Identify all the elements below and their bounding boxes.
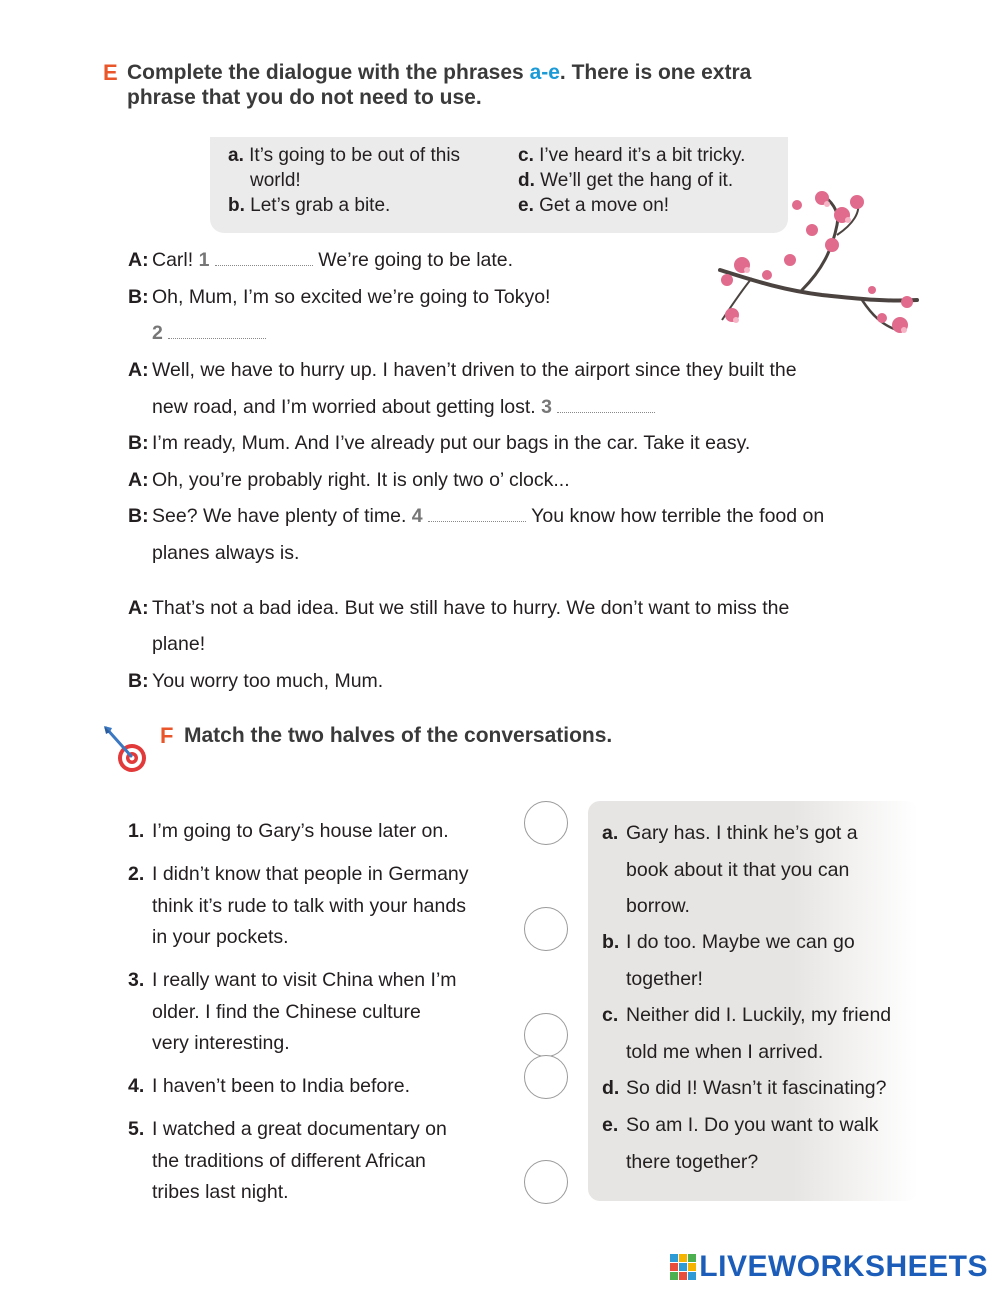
item-text: Neither did I. Luckily, my friend told me when I arrived. [626,1004,892,1063]
answer-blank-2[interactable] [168,323,266,339]
item-text: So did I! Wasn’t it fascinating? [626,1077,887,1099]
section-e-title-part1: Complete the dialogue with the phrases [127,61,530,84]
liveworksheets-logo[interactable] [670,1250,988,1284]
conversation-item-4 [128,1071,488,1103]
item-number: 5. [128,1118,145,1140]
dialogue-text: planes always is. [152,542,300,564]
response-item-a [602,815,912,925]
section-e-title-line2: phrase that you do not need to use. [127,86,482,109]
section-e-title-part2: . There is one extra [559,61,752,84]
item-text: Gary has. I think he’s got a book about it that you can borrow. [626,822,858,917]
phrase-c-letter: c. [518,145,534,166]
item-text: I watched a great documentary on the traditions of different African tribes last night. [152,1118,447,1203]
item-text: I didn’t know that people in Germany think it’s rude to talk with your hands in your pockets. [152,863,469,948]
section-f-letter: F [160,723,174,748]
item-text: I really want to visit China when I’m older. I find the Chinese culture very interesting. [152,969,457,1054]
dialogue-line-6 [128,503,824,529]
dialogue-text: Oh, Mum, I’m so excited we’re going to Tokyo! [152,286,551,308]
conversation-item-2 [128,859,488,954]
answer-blank-3[interactable] [557,397,655,413]
blank-number: 4 [411,505,423,527]
item-text: I’m going to Gary’s house later on. [152,820,449,842]
dialogue-text: We’re going to be late. [318,249,514,271]
blank-number: 1 [198,249,210,271]
phrase-e-letter: e. [518,195,534,216]
dialogue-line-3 [128,357,797,383]
section-f-title: Match the two halves of the conversations. [184,724,613,747]
blank-number: 3 [541,396,552,418]
phrase-c-text: I’ve heard it’s a bit tricky. [539,145,746,166]
item-letter: a. [602,822,619,844]
dialogue-line-8 [128,668,383,694]
response-item-b [602,924,912,997]
item-text: So am I. Do you want to walk there together? [626,1114,879,1173]
speaker-label: A: [128,597,149,619]
conversation-item-1 [128,816,488,848]
phrase-d-text: We’ll get the hang of it. [540,170,734,191]
answer-blank-4[interactable] [428,506,526,522]
dialogue-line-4 [128,430,750,456]
liveworksheets-grid-icon [670,1254,696,1280]
phrase-b-letter: b. [228,195,245,216]
dialogue-line-3-cont [152,394,655,420]
dialogue-line-2-cont [152,320,266,346]
phrase-a [228,143,513,193]
conversation-item-5 [128,1114,488,1209]
phrase-d [518,168,733,193]
dialogue-text: You know how terrible the food on [531,505,825,527]
section-e-letter: E [103,60,118,85]
speaker-label: B: [128,505,149,527]
item-number: 4. [128,1075,145,1097]
dialogue-text: Oh, you’re probably right. It is only two o’ clock... [152,469,570,491]
item-number: 1. [128,820,145,842]
brand-name: LIVEWORKSHEETS [699,1250,988,1283]
speaker-label: A: [128,469,149,491]
speaker-label: A: [128,359,149,381]
phrase-e-text: Get a move on! [539,195,670,216]
response-item-d [602,1070,912,1107]
phrase-a-letter: a. [228,145,244,166]
item-number: 2. [128,863,145,885]
item-text: I haven’t been to India before. [152,1075,411,1097]
speaker-label: B: [128,286,149,308]
response-item-c [602,997,912,1070]
answer-circle-1[interactable] [524,801,568,845]
cherry-blossom-icon [712,190,922,340]
answer-circle-4[interactable] [524,1055,568,1099]
dialogue-text: See? We have plenty of time. [152,505,407,527]
speaker-label: A: [128,249,149,271]
dialogue-text: Carl! [152,249,194,271]
phrase-a-text: It’s going to be out of this [249,145,461,166]
phrase-e [518,193,669,218]
dialogue-line-5 [128,467,570,493]
phrase-b [228,193,390,218]
answer-blank-1[interactable] [215,250,313,266]
speaker-label: B: [128,432,149,454]
target-dart-icon [100,722,152,774]
item-letter: d. [602,1077,620,1099]
phrase-c [518,143,745,168]
dialogue-line-1 [128,247,513,273]
item-letter: b. [602,931,620,953]
item-letter: c. [602,1004,619,1026]
speaker-label: B: [128,670,149,692]
phrase-d-letter: d. [518,170,535,191]
dialogue-text: Well, we have to hurry up. I haven’t driven to the airport since they built the [152,359,797,381]
conversation-item-3 [128,965,488,1060]
phrase-b-text: Let’s grab a bite. [250,195,391,216]
dialogue-text: I’m ready, Mum. And I’ve already put our bags in the car. Take it easy. [152,432,751,454]
answer-circle-3[interactable] [524,1013,568,1057]
phrase-a-text-cont: world! [250,170,301,191]
answer-circle-2[interactable] [524,907,568,951]
response-item-e [602,1107,912,1180]
section-e-title [127,60,751,110]
dialogue-text: You worry too much, Mum. [152,670,384,692]
item-number: 3. [128,969,145,991]
dialogue-line-7-cont [152,631,205,657]
blank-number: 2 [152,322,163,344]
section-e-title-accent: a-e [529,61,560,84]
item-text: I do too. Maybe we can go together! [626,931,855,990]
dialogue-text: new road, and I’m worried about getting lost. [152,396,536,418]
dialogue-line-6-cont [152,540,299,566]
item-letter: e. [602,1114,619,1136]
dialogue-text: That’s not a bad idea. But we still have to hurry. We don’t want to miss the [152,597,790,619]
dialogue-line-2 [128,284,550,310]
dialogue-text: plane! [152,633,206,655]
answer-circle-5[interactable] [524,1160,568,1204]
dialogue-line-7 [128,595,789,621]
